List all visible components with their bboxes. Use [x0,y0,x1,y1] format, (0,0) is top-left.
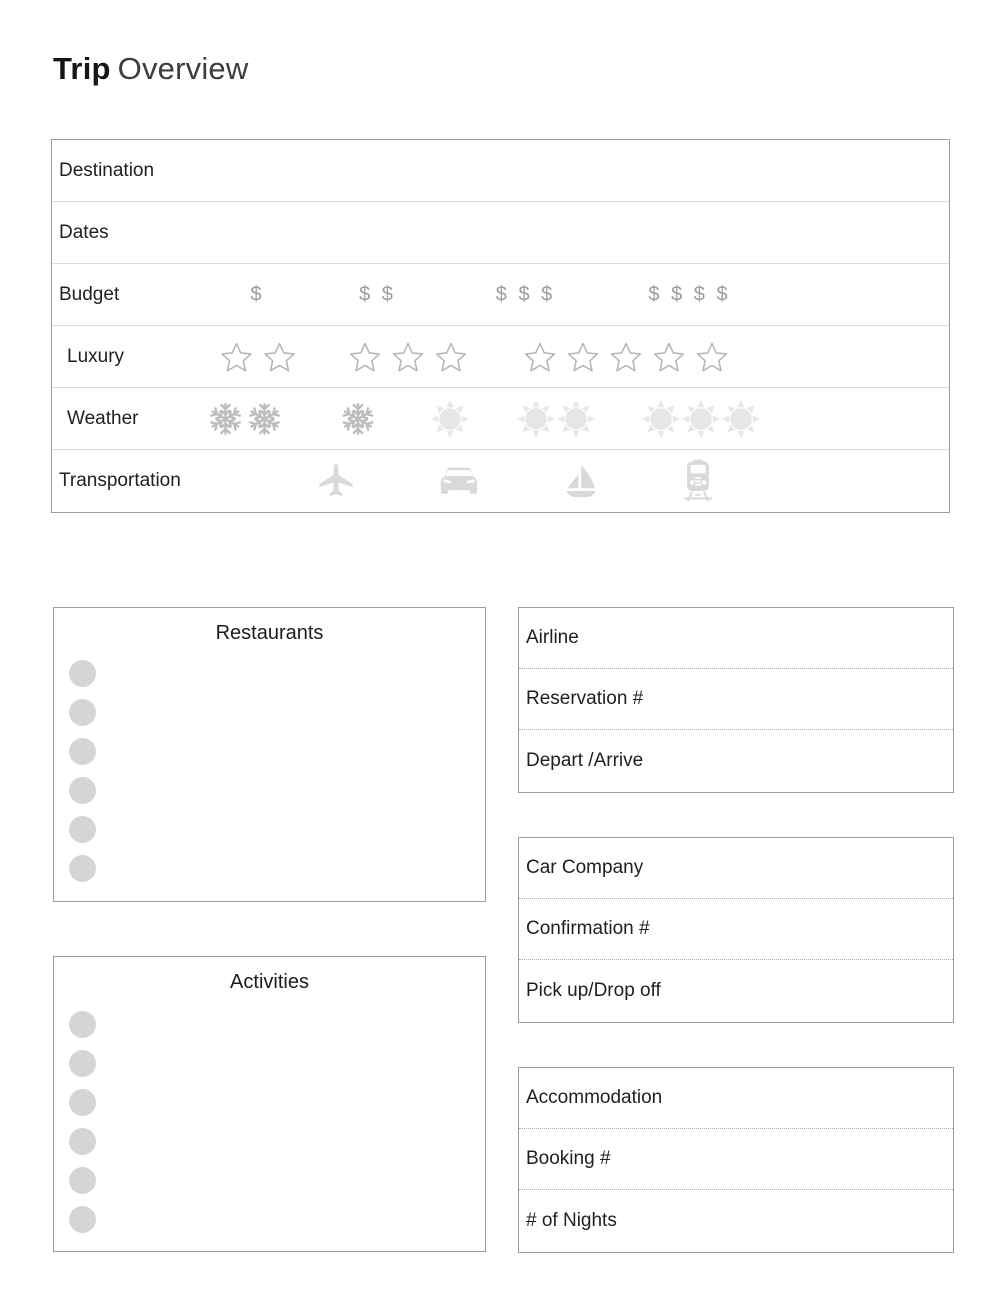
table-row-luxury [52,326,949,388]
star-icon [435,341,467,372]
pickup-dropoff-field[interactable] [519,960,953,1021]
sun-icon [430,399,470,439]
luxury-option-2-stars[interactable] [221,341,296,372]
overview-table [51,139,950,513]
budget-option-1-dollar[interactable]: $ [250,283,262,305]
airline-label: Airline [526,627,579,648]
star-icon [221,341,253,372]
snowflake-icon [340,401,376,437]
luxury-label: Luxury [67,345,125,367]
transportation-label: Transportation [59,470,181,491]
star-icon [349,341,381,372]
restaurants-bullets [69,660,96,882]
bullet-circle [69,660,96,687]
accommodation-field[interactable] [519,1068,953,1129]
sun-icon [516,399,556,439]
car-rental-card [518,837,954,1023]
weather-option-2-snowflakes[interactable] [208,401,283,437]
bullet-circle [69,1206,96,1233]
activities-box [53,956,486,1252]
luxury-option-3-stars[interactable] [349,341,467,372]
snowflake-icon [247,401,283,437]
page-title-secondary: Overview [117,51,249,86]
bullet-circle [69,1050,96,1077]
sailboat-icon [562,462,600,500]
bullet-circle [69,816,96,843]
bullet-circle [69,855,96,882]
star-icon [696,341,728,372]
table-row-dates [52,202,949,264]
star-icon [524,341,556,372]
dates-label: Dates [59,221,109,243]
weather-option-3-suns[interactable] [641,399,761,439]
booking-number-label: Booking # [526,1148,611,1169]
table-row-budget [52,264,949,326]
accommodation-card [518,1067,954,1253]
car-company-field[interactable] [519,838,953,899]
page-title [53,50,248,88]
bullet-circle [69,777,96,804]
confirmation-number-field[interactable] [519,899,953,960]
bullet-circle [69,1128,96,1155]
table-row-transportation [52,450,949,512]
star-icon [264,341,296,372]
nights-field[interactable] [519,1190,953,1251]
star-icon [653,341,685,372]
budget-label: Budget [59,283,120,305]
booking-number-field[interactable] [519,1129,953,1190]
star-icon [610,341,642,372]
budget-option-4-dollars[interactable]: $ $ $ $ [648,283,728,305]
weather-option-2-suns[interactable] [516,399,596,439]
budget-option-3-dollars[interactable]: $ $ $ [495,283,553,305]
accommodation-label: Accommodation [526,1087,663,1108]
confirmation-number-label: Confirmation # [526,918,650,939]
restaurants-title: Restaurants [215,622,324,644]
page-title-primary: Trip [53,51,111,86]
weather-option-1-snowflake[interactable] [340,401,376,437]
nights-label: # of Nights [526,1209,617,1231]
activities-title: Activities [230,971,309,993]
bullet-circle [69,738,96,765]
activities-bullets [69,1011,96,1233]
table-row-destination [52,140,949,202]
sun-icon [681,399,721,439]
star-icon [567,341,599,372]
star-icon [392,341,424,372]
sun-icon [721,399,761,439]
transport-option-train[interactable] [679,459,717,503]
reservation-number-field[interactable] [519,669,953,730]
depart-arrive-label: Depart /Arrive [526,749,644,771]
sun-icon [556,399,596,439]
transport-option-car[interactable] [438,466,480,497]
dates-field[interactable] [222,202,949,263]
weather-option-1-sun[interactable] [430,399,470,439]
bullet-circle [69,1011,96,1038]
airline-field[interactable] [519,608,953,669]
destination-field[interactable] [222,140,949,201]
luxury-option-5-stars[interactable] [524,341,728,372]
budget-option-2-dollars[interactable]: $ $ [359,283,393,305]
table-row-weather [52,388,949,450]
bullet-circle [69,699,96,726]
depart-arrive-field[interactable] [519,730,953,791]
transport-option-airplane[interactable] [317,462,355,500]
snowflake-icon [208,401,244,437]
reservation-number-label: Reservation # [526,688,644,709]
destination-label: Destination [59,159,155,181]
car-icon [438,466,480,497]
bullet-circle [69,1167,96,1194]
sun-icon [641,399,681,439]
train-icon [679,459,717,503]
pickup-dropoff-label: Pick up/Drop off [526,979,661,1001]
restaurants-box [53,607,486,902]
weather-label: Weather [67,407,139,429]
car-company-label: Car Company [526,857,644,878]
flight-card [518,607,954,793]
transport-option-sailboat[interactable] [562,462,600,500]
airplane-icon [317,462,355,500]
bullet-circle [69,1089,96,1116]
